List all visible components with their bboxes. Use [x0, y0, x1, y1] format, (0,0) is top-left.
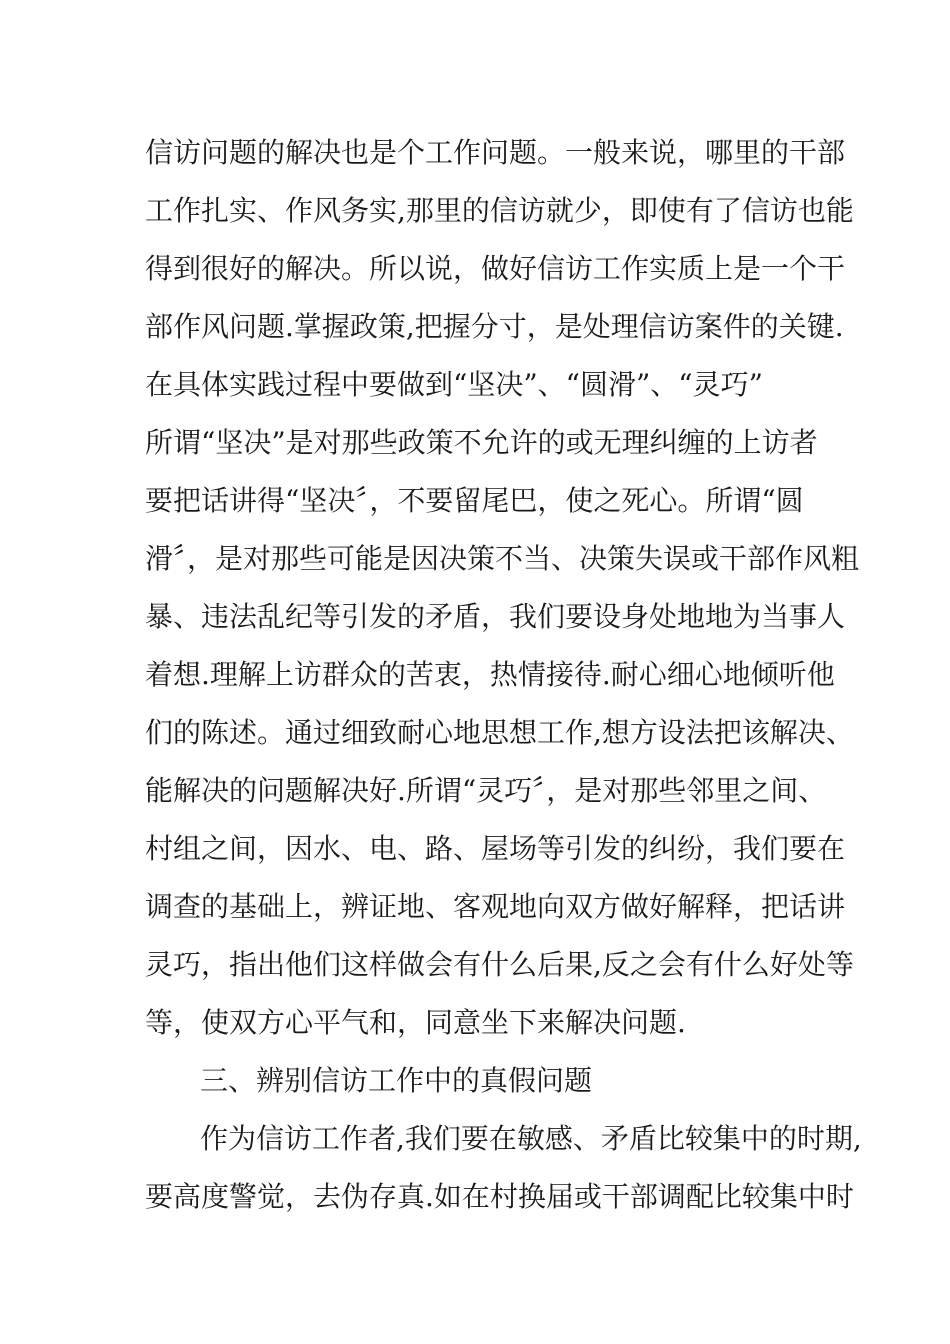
text-line: 得到很好的解决。所以说，做好信访工作实质上是一个干	[145, 252, 846, 285]
text-line: 暴、违法乱纪等引发的矛盾，我们要设身处地地为当事人	[145, 600, 846, 633]
text-line: 村组之间，因水、电、路、屋场等引发的纠纷，我们要在	[145, 832, 846, 865]
text-line: 要高度警觉，去伪存真.如在村换届或干部调配比较集中时	[145, 1180, 854, 1213]
text-line: 工作扎实、作风务实,那里的信访就少，即使有了信访也能	[145, 194, 854, 227]
text-line: 们的陈述。通过细致耐心地思想工作,想方设法把该解决、	[145, 716, 854, 749]
text-line: 作为信访工作者,我们要在敏感、矛盾比较集中的时期,	[200, 1122, 862, 1155]
text-line: 等，使双方心平气和，同意坐下来解决问题.	[145, 1006, 686, 1039]
text-line: 部作风问题.掌握政策,把握分寸，是处理信访案件的关键.	[145, 310, 844, 343]
text-line: 在具体实践过程中要做到“坚决”、“圆滑”、“灵巧”	[145, 368, 763, 401]
text-line: 要把话讲得“坚决〞，不要留尾巴，使之死心。所谓“圆	[145, 484, 804, 517]
text-line: 着想.理解上访群众的苦衷，热情接待.耐心细心地倾听他	[145, 658, 835, 691]
text-line: 能解决的问题解决好.所谓“灵巧〞，是对那些邻里之间、	[145, 774, 827, 807]
text-line: 灵巧，指出他们这样做会有什么后果,反之会有什么好处等	[145, 948, 854, 981]
text-line: 滑〞，是对那些可能是因决策不当、决策失误或干部作风粗	[145, 542, 860, 575]
text-line: 调查的基础上，辨证地、客观地向双方做好解释，把话讲	[145, 890, 846, 923]
text-line: 所谓“坚决”是对那些政策不允许的或无理纠缠的上访者	[145, 426, 818, 459]
text-line: 信访问题的解决也是个工作问题。一般来说，哪里的干部	[145, 136, 846, 169]
section-heading: 三、辨别信访工作中的真假问题	[200, 1064, 593, 1097]
